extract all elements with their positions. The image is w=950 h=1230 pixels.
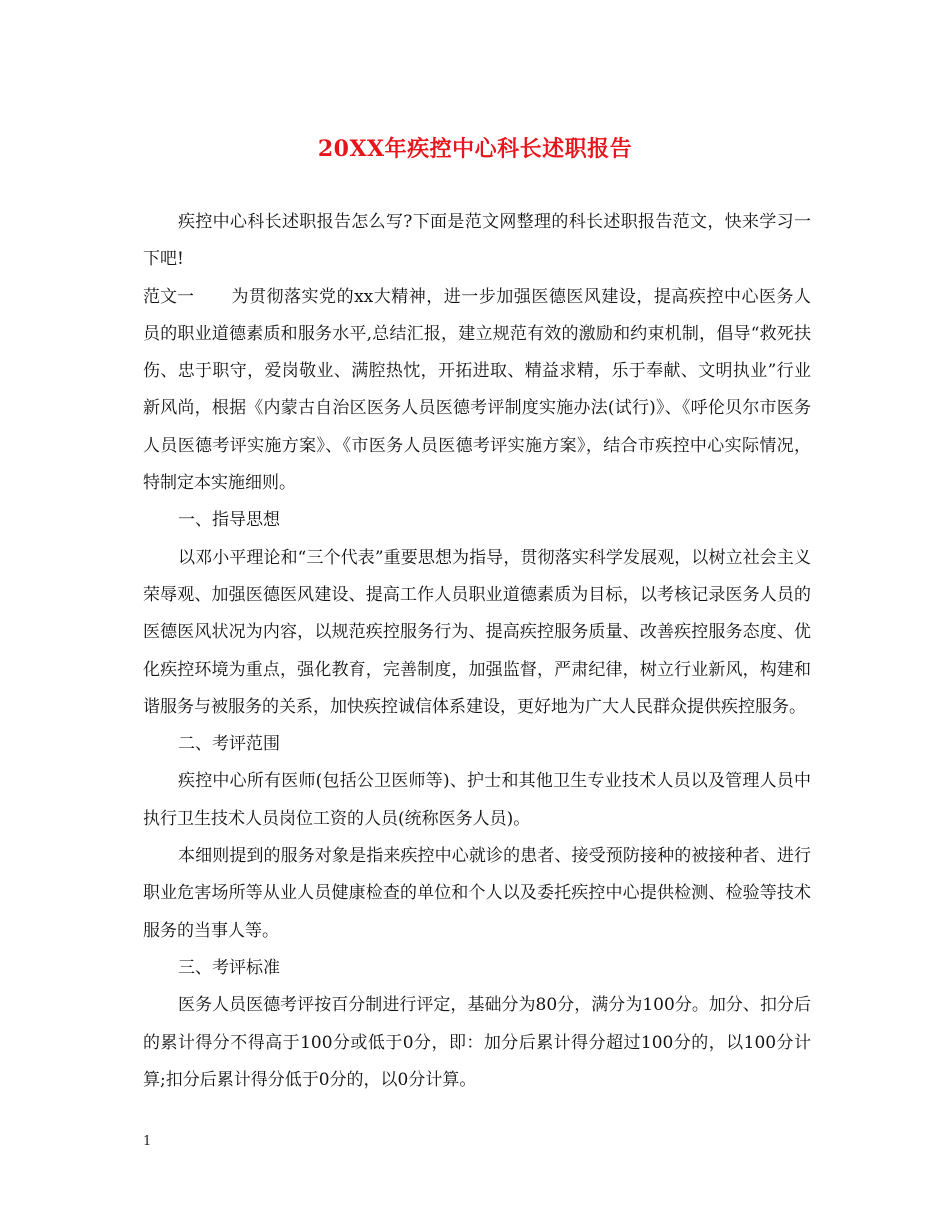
- sample-text: 为贯彻落实党的xx大精神，进一步加强医德医风建设，提高疾控中心医务人员的职业道德素质和服务水平,总结汇报，建立规范有效的激励和约束机制，倡导“救死扶伤、忠于职守，爱岗敬业、满腔热忱，开拓进取、精益求精，乐于奉献、文明执业”行业新风尚，根据《内蒙古自治区医务人员医德考评制度实施办法(试行)》、《呼伦贝尔市医务人员医德考评实施方案》、《市医务人员医德考评实施方案》，结合市疾控中心实际情况，特制定本实施细则。: [143, 286, 811, 494]
- document-body: [143, 204, 811, 1099]
- section-paragraph: 本细则提到的服务对象是指来疾控中心就诊的患者、接受预防接种的被接种者、进行职业危害场所等从业人员健康检查的单位和个人以及委托疾控中心提供检测、检验等技术服务的当事人等。: [143, 846, 811, 941]
- section-paragraph: 疾控中心所有医师(包括公卫医师等)、护士和其他卫生专业技术人员以及管理人员中执行卫生技术人员岗位工资的人员(统称医务人员)。: [143, 771, 811, 829]
- intro-paragraph: 疾控中心科长述职报告怎么写?下面是范文网整理的科长述职报告范文，快来学习一下吧!: [143, 212, 811, 270]
- page-number: 1: [143, 1134, 152, 1149]
- sample-label: 范文一: [143, 286, 194, 307]
- sample-paragraph: [143, 279, 811, 503]
- document-title: 20XX年疾控中心科长述职报告: [317, 136, 633, 162]
- section-paragraph: 以邓小平理论和“三个代表”重要思想为指导，贯彻落实科学发展观，以树立社会主义荣辱观、加强医德医风建设、提高工作人员职业道德素质为目标，以考核记录医务人员的医德医风状况为内容，以规范疾控服务行为、提高疾控服务质量、改善疾控服务态度、优化疾控环境为重点，强化教育，完善制度，加强监督，严肃纪律，树立行业新风，构建和谐服务与被服务的关系，加快疾控诚信体系建设，更好地为广大人民群众提供疾控服务。: [143, 547, 811, 717]
- section-paragraph: 医务人员医德考评按百分制进行评定，基础分为80分，满分为100分。加分、扣分后的累计得分不得高于100分或低于0分，即：加分后累计得分超过100分的，以100分计算;扣分后累计得分低于0分的，以0分计算。: [143, 995, 811, 1090]
- section-heading: 三、考评标准: [178, 957, 280, 978]
- section-heading: 一、指导思想: [178, 510, 280, 531]
- section-heading: 二、考评范围: [178, 734, 280, 755]
